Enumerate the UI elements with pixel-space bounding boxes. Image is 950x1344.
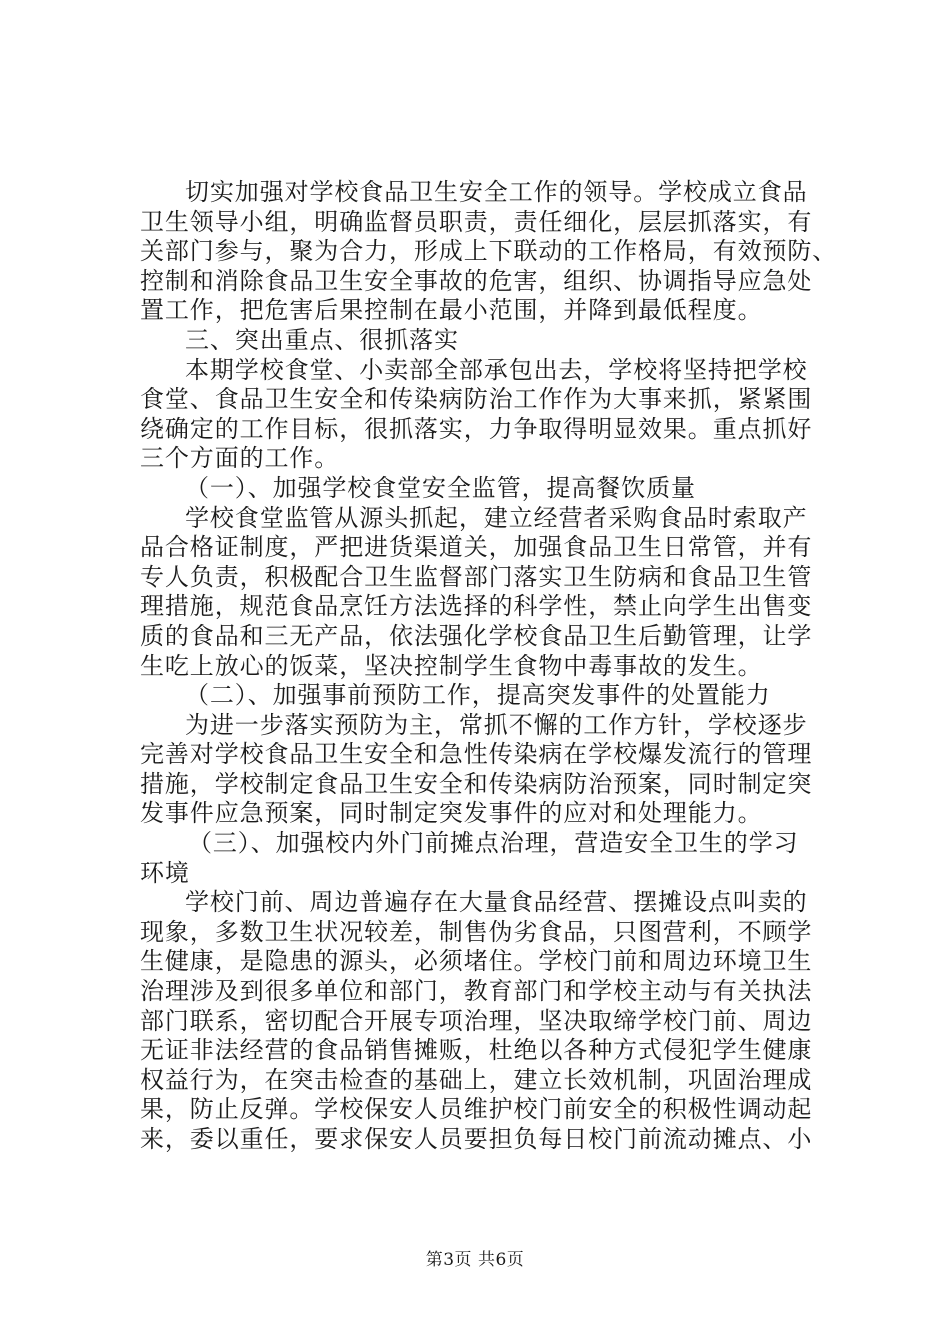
page-number-footer: 第3页 共6页 <box>425 1250 525 1270</box>
text-line: 三、突出重点、很抓落实 <box>185 325 459 354</box>
text-line: 部门联系，密切配合开展专项治理，坚决取缔学校门前、周边 <box>140 1006 813 1035</box>
text-line: 权益行为，在突击检查的基础上，建立长效机制，巩固治理成 <box>140 1065 813 1094</box>
text-line: 绕确定的工作目标，很抓落实，力争取得明显效果。重点抓好 <box>140 414 813 443</box>
text-line: 控制和消除食品卫生安全事故的危害，组织、协调指导应急处 <box>140 266 813 295</box>
text-line: 卫生领导小组，明确监督员职责，责任细化，层层抓落实，有 <box>140 207 813 236</box>
text-line: （三）、加强校内外门前摊点治理，营造安全卫生的学习 <box>188 829 799 858</box>
text-line: 环境 <box>140 858 190 887</box>
text-line: 为进一步落实预防为主，常抓不懈的工作方针，学校逐步 <box>185 710 808 739</box>
text-line: 理措施，规范食品烹饪方法选择的科学性，禁止向学生出售变 <box>140 592 813 621</box>
text-line: 现象，多数卫生状况较差，制售伪劣食品，只图营利，不顾学 <box>140 917 813 946</box>
text-line: 质的食品和三无产品，依法强化学校食品卫生后勤管理，让学 <box>140 621 813 650</box>
text-line: 本期学校食堂、小卖部全部承包出去，学校将坚持把学校 <box>185 355 808 384</box>
text-line: 来，委以重任，要求保安人员要担负每日校门前流动摊点、小 <box>140 1125 813 1153</box>
text-line: 三个方面的工作。 <box>140 444 340 473</box>
text-line: 品合格证制度，严把进货渠道关，加强食品卫生日常管，并有 <box>140 533 813 562</box>
text-line: 学校门前、周边普遍存在大量食品经营、摆摊设点叫卖的 <box>185 888 808 917</box>
text-line: 果，防止反弹。学校保安人员维护校门前安全的积极性调动起 <box>140 1095 813 1124</box>
text-line: 生吃上放心的饭菜，坚决控制学生食物中毒事故的发生。 <box>140 651 763 680</box>
text-line: 发事件应急预案，同时制定突发事件的应对和处理能力。 <box>140 799 763 828</box>
text-line: 置工作，把危害后果控制在最小范围，并降到最低程度。 <box>140 296 763 325</box>
text-line: 关部门参与，聚为合力，形成上下联动的工作格局，有效预防、 <box>140 237 838 266</box>
document-body <box>140 178 838 1155</box>
text-line: 措施，学校制定食品卫生安全和传染病防治预案，同时制定突 <box>140 769 813 798</box>
text-line: 专人负责，积极配合卫生监督部门落实卫生防病和食品卫生管 <box>140 562 813 591</box>
text-line: 食堂、食品卫生安全和传染病防治工作作为大事来抓，紧紧围 <box>140 385 813 414</box>
text-line: 学校食堂监管从源头抓起，建立经营者采购食品时索取产 <box>185 503 808 532</box>
text-line: （二）、加强事前预防工作，提高突发事件的处置能力 <box>185 681 771 710</box>
text-line: （一）、加强学校食堂安全监管，提高餐饮质量 <box>185 473 696 502</box>
text-line: 完善对学校食品卫生安全和急性传染病在学校爆发流行的管理 <box>140 740 813 769</box>
text-line: 无证非法经营的食品销售摊贩，杜绝以各种方式侵犯学生健康 <box>140 1036 813 1065</box>
text-line: 切实加强对学校食品卫生安全工作的领导。学校成立食品 <box>185 178 808 206</box>
text-line: 治理涉及到很多单位和部门，教育部门和学校主动与有关执法 <box>140 977 813 1006</box>
text-line: 生健康，是隐患的源头，必须堵住。学校门前和周边环境卫生 <box>140 947 813 976</box>
